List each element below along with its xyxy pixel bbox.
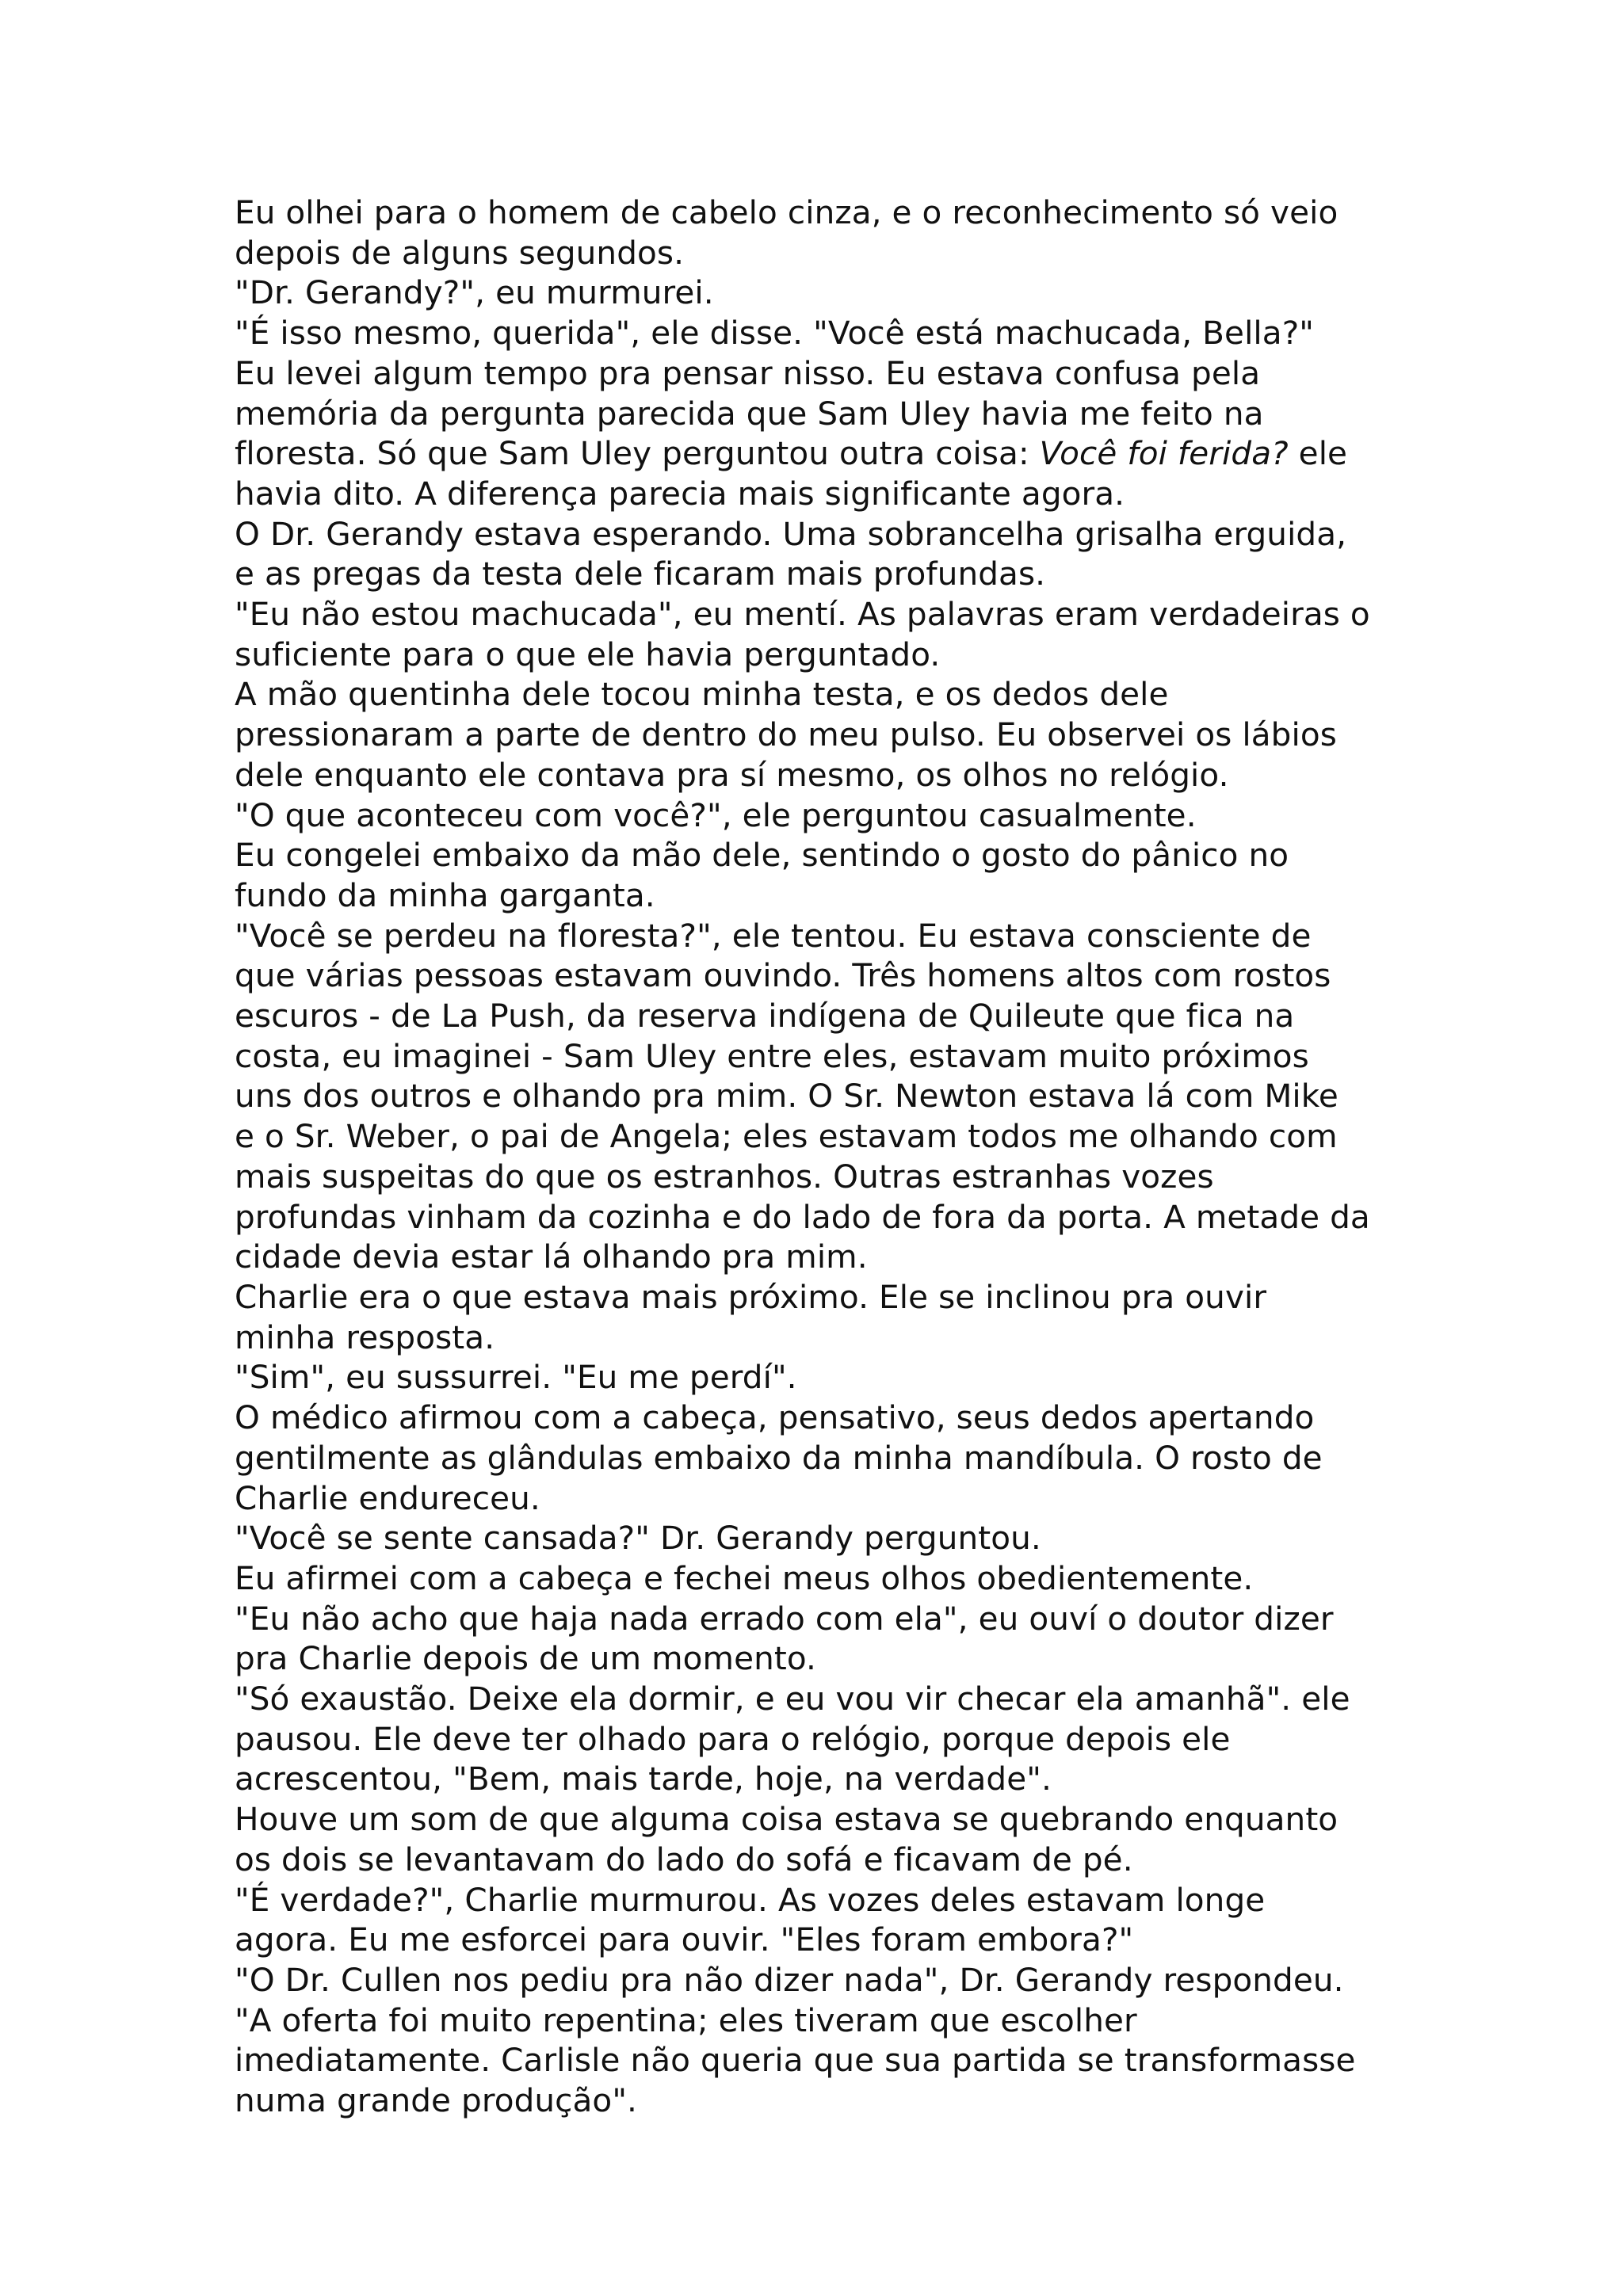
text-line: e as pregas da testa dele ficaram mais profundas. xyxy=(235,555,1046,593)
text-line: costa, eu imaginei - Sam Uley entre eles, estavam muito próximos xyxy=(235,1036,1309,1075)
text-line: escuros - de La Push, da reserva indígena de Quileute que fica na xyxy=(235,997,1295,1035)
text-line: os dois se levantavam do lado do sofá e ficavam de pé. xyxy=(235,1840,1133,1878)
text-line: suficiente para o que ele havia perguntado. xyxy=(235,635,941,673)
text-line: Eu levei algum tempo pra pensar nisso. Eu estava confusa pela xyxy=(235,353,1261,392)
text-line: Eu afirmei com a cabeça e fechei meus olhos obedientemente. xyxy=(235,1558,1254,1597)
text-line: pausou. Ele deve ter olhado para o relógio, porque depois ele xyxy=(235,1719,1231,1758)
text-line: pra Charlie depois de um momento. xyxy=(235,1639,816,1678)
text-line: e o Sr. Weber, o pai de Angela; eles estavam todos me olhando com xyxy=(235,1117,1338,1156)
text-line-with-italic xyxy=(235,433,1423,474)
text-line: A mão quentinha dele tocou minha testa, e os dedos dele xyxy=(235,675,1169,714)
text-line: "Eu não estou machucada", eu mentí. As palavras eram verdadeiras o xyxy=(235,595,1370,634)
text-line: depois de alguns segundos. xyxy=(235,233,685,272)
text-line: que várias pessoas estavam ouvindo. Três homens altos com rostos xyxy=(235,956,1331,995)
text-line: numa grande produção". xyxy=(235,2081,638,2120)
text-line: pressionaram a parte de dentro do meu pulso. Eu observei os lábios xyxy=(235,715,1337,754)
text-line: Houve um som de que alguma coisa estava se quebrando enquanto xyxy=(235,1800,1338,1839)
text-line: gentilmente as glândulas embaixo da minha mandíbula. O rosto de xyxy=(235,1438,1323,1477)
italic-phrase: Você foi ferida? xyxy=(1039,434,1289,473)
text-line: "A oferta foi muito repentina; eles tiveram que escolher xyxy=(235,2000,1137,2039)
text-line: "Eu não acho que haja nada errado com ela", eu ouví o doutor dizer xyxy=(235,1599,1334,1638)
text-line: "Você se sente cansada?" Dr. Gerandy perguntou. xyxy=(235,1519,1041,1558)
text-line: "É verdade?", Charlie murmurou. As vozes deles estavam longe xyxy=(235,1880,1266,1919)
text-line: memória da pergunta parecida que Sam Uley havia me feito na xyxy=(235,394,1264,433)
text-line: acrescentou, "Bem, mais tarde, hoje, na verdade". xyxy=(235,1760,1052,1798)
text-line: Charlie endureceu. xyxy=(235,1478,540,1517)
text-line: dele enquanto ele contava pra sí mesmo, os olhos no relógio. xyxy=(235,755,1229,794)
text-line: cidade devia estar lá olhando pra mim. xyxy=(235,1238,868,1276)
text-line: O Dr. Gerandy estava esperando. Uma sobrancelha grisalha erguida, xyxy=(235,514,1347,553)
text-run: ele xyxy=(1288,434,1348,473)
text-line: "O Dr. Cullen nos pediu pra não dizer nada", Dr. Gerandy respondeu. xyxy=(235,1960,1344,1999)
text-line: agora. Eu me esforcei para ouvir. "Eles foram embora?" xyxy=(235,1920,1134,1959)
text-line: "Só exaustão. Deixe ela dormir, e eu vou vir checar ela amanhã". ele xyxy=(235,1680,1350,1718)
text-line: minha resposta. xyxy=(235,1318,495,1356)
text-line: Charlie era o que estava mais próximo. Ele se inclinou pra ouvir xyxy=(235,1277,1267,1316)
text-line: O médico afirmou com a cabeça, pensativo, seus dedos apertando xyxy=(235,1398,1315,1437)
text-line: "É isso mesmo, querida", ele disse. "Você está machucada, Bella?" xyxy=(235,314,1315,353)
text-line: Eu congelei embaixo da mão dele, sentindo o gosto do pânico no xyxy=(235,836,1289,875)
text-line: "Sim", eu sussurrei. "Eu me perdí". xyxy=(235,1358,797,1397)
text-line: Eu olhei para o homem de cabelo cinza, e o reconhecimento só veio xyxy=(235,193,1338,231)
text-line: fundo da minha garganta. xyxy=(235,875,655,914)
text-line: havia dito. A diferença parecia mais significante agora. xyxy=(235,474,1125,513)
text-line: "O que aconteceu com você?", ele perguntou casualmente. xyxy=(235,795,1197,834)
text-line: profundas vinham da cozinha e do lado de fora da porta. A metade da xyxy=(235,1197,1370,1236)
document-body-text xyxy=(235,193,1423,2121)
text-line: uns dos outros e olhando pra mim. O Sr. Newton estava lá com Mike xyxy=(235,1077,1338,1116)
text-line: "Você se perdeu na floresta?", ele tentou. Eu estava consciente de xyxy=(235,916,1312,955)
text-line: imediatamente. Carlisle não queria que sua partida se transformasse xyxy=(235,2041,1356,2080)
text-line: mais suspeitas do que os estranhos. Outras estranhas vozes xyxy=(235,1157,1214,1196)
text-line: "Dr. Gerandy?", eu murmurei. xyxy=(235,273,714,312)
text-run: floresta. Só que Sam Uley perguntou outra coisa: xyxy=(235,434,1040,473)
